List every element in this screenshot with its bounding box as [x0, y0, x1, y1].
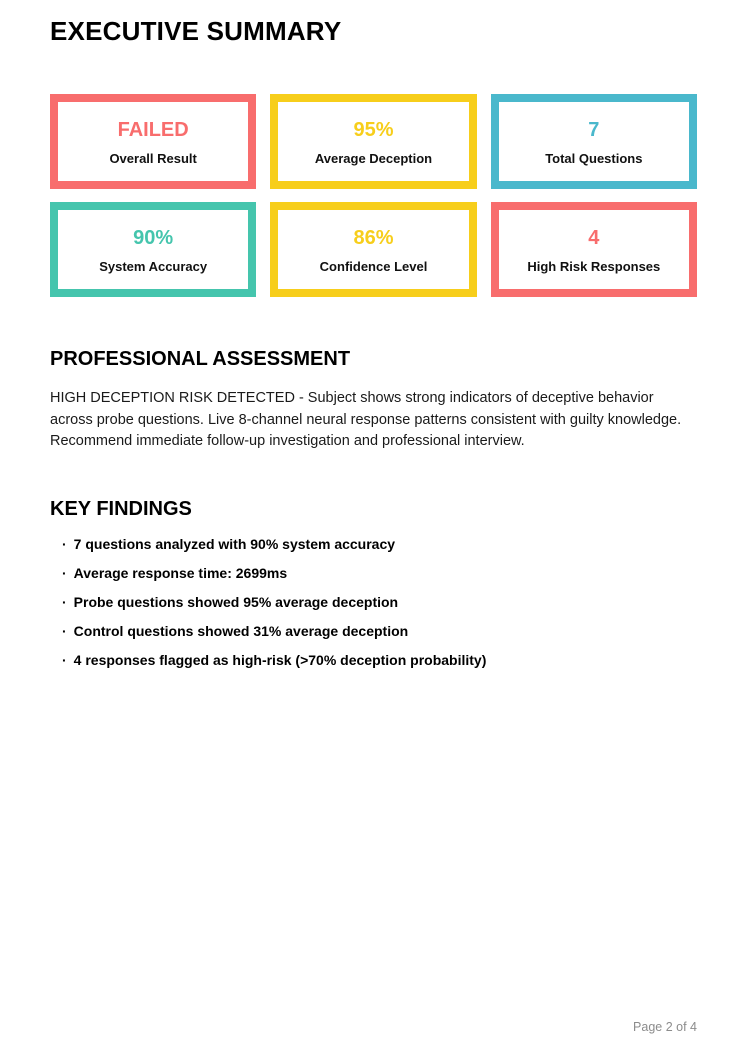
- bullet-icon: ·: [62, 622, 67, 639]
- assessment-heading: PROFESSIONAL ASSESSMENT: [50, 348, 351, 370]
- stat-label: Confidence Level: [319, 259, 428, 274]
- finding-text: Average response time: 2699ms: [73, 564, 288, 581]
- stat-card-average-deception: [270, 94, 476, 189]
- stat-value: FAILED: [117, 119, 189, 141]
- report-page: [0, 16, 743, 669]
- page-number: Page 2 of 4: [633, 1020, 697, 1034]
- stat-value: 7: [588, 119, 600, 141]
- stat-label: Average Deception: [314, 151, 433, 166]
- bullet-icon: ·: [62, 593, 67, 610]
- finding-text: 7 questions analyzed with 90% system accuracy: [73, 535, 396, 552]
- bullet-icon: ·: [62, 535, 67, 552]
- stat-value: 86%: [353, 227, 394, 249]
- stat-label: Total Questions: [545, 151, 643, 166]
- key-findings-list: [50, 536, 697, 669]
- assessment-body-text: HIGH DECEPTION RISK DETECTED - Subject shows strong indicators of deceptive behavior across probe questions. Live 8-channel neural response patterns consistent with guilty knowledge. Recommend immediate follow-up investigation and professional interview.: [50, 390, 682, 449]
- finding-item: [50, 623, 697, 640]
- stat-label: Overall Result: [109, 151, 197, 166]
- stat-label: High Risk Responses: [527, 259, 661, 274]
- bullet-icon: ·: [62, 651, 67, 668]
- key-findings-heading: KEY FINDINGS: [50, 497, 192, 520]
- stat-card-confidence-level: [270, 202, 476, 297]
- finding-text: Control questions showed 31% average deception: [73, 622, 409, 639]
- finding-item: [50, 594, 697, 611]
- finding-text: 4 responses flagged as high-risk (>70% deception probability): [73, 651, 487, 668]
- finding-item: [50, 652, 697, 669]
- stat-value: 4: [588, 227, 600, 249]
- stat-value: 90%: [133, 227, 174, 249]
- finding-item: [50, 536, 697, 553]
- finding-item: [50, 565, 697, 582]
- bullet-icon: ·: [62, 564, 67, 581]
- page-title: EXECUTIVE SUMMARY: [50, 16, 342, 46]
- stat-card-high-risk-responses: [491, 202, 697, 297]
- stat-card-overall-result: [50, 94, 256, 189]
- summary-stats-grid: [50, 94, 697, 297]
- stat-card-total-questions: [491, 94, 697, 189]
- finding-text: Probe questions showed 95% average deception: [73, 593, 399, 610]
- stat-card-system-accuracy: [50, 202, 256, 297]
- stat-value: 95%: [353, 119, 394, 141]
- stat-label: System Accuracy: [99, 259, 208, 274]
